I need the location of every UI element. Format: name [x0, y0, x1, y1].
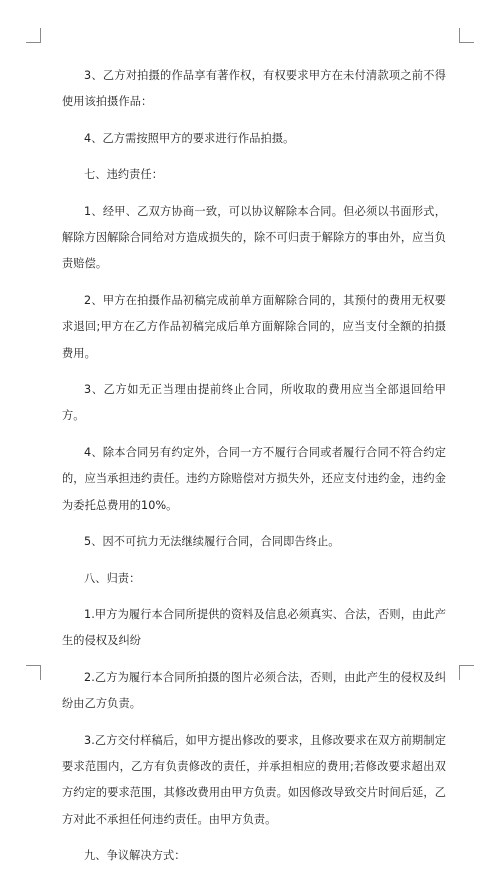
- paragraph-breach-2: 2、甲方在拍摄作品初稿完成前单方面解除合同的，其预付的费用无权要求退回;甲方在乙方作品初稿完成后单方面解除合同的，应当支付全额的拍摄费用。: [62, 293, 446, 360]
- paragraph-breach-4: 4、除本合同另有约定外，合同一方不履行合同或者履行合同不符合约定的，应当承担违约责任。违约方除赔偿对方损失外，还应支付违约金，违约金为委托总费用的10%。: [62, 445, 446, 512]
- paragraph-breach-5: 5、因不可抗力无法继续履行合同，合同即告终止。: [84, 535, 340, 549]
- paragraph-liability-1: 1.甲方为履行本合同所提供的资料及信息必须真实、合法，否则，由此产生的侵权及纠纷: [62, 607, 446, 648]
- section-heading-breach: 七、违约责任：: [84, 168, 164, 182]
- paragraph-breach-1: 1、经甲、乙双方协商一致，可以协议解除本合同。但必须以书面形式，解除方因解除合同给对方造成损失的，除不可归责于解除方的事由外，应当负责赔偿。: [62, 204, 446, 271]
- paragraph-breach-3: 3、乙方如无正当理由提前终止合同，所收取的费用应当全部退回给甲方。: [62, 383, 446, 423]
- crop-mark-bottom-right: [459, 665, 474, 680]
- paragraph-liability-3: 3.乙方交付样稿后，如甲方提出修改的要求，且修改要求在双方前期制定要求范围内，乙方有负责修改的责任，并承担相应的费用;若修改要求超出双方约定的要求范围，其修改费用由甲方负责。如因修改导致交片时间后延，乙方对此不承担任何违约责任。由甲方负责。: [62, 733, 446, 826]
- paragraph-liability-2: 2.乙方为履行本合同所拍摄的图片必须合法，否则，由此产生的侵权及纠纷由乙方负责。: [62, 670, 446, 711]
- crop-mark-top-right: [459, 28, 474, 43]
- paragraph-shooting-requirement: 4、乙方需按照甲方的要求进行作品拍摄。: [84, 131, 295, 145]
- crop-mark-bottom-left: [26, 665, 41, 680]
- section-heading-liability: 八、归责：: [84, 571, 141, 585]
- section-heading-dispute: 九、争议解决方式：: [84, 849, 186, 863]
- crop-mark-top-left: [26, 28, 41, 43]
- document-body: [62, 63, 446, 880]
- paragraph-copyright: 3、乙方对拍摄的作品享有著作权，有权要求甲方在未付清款项之前不得使用该拍摄作品：: [62, 69, 446, 109]
